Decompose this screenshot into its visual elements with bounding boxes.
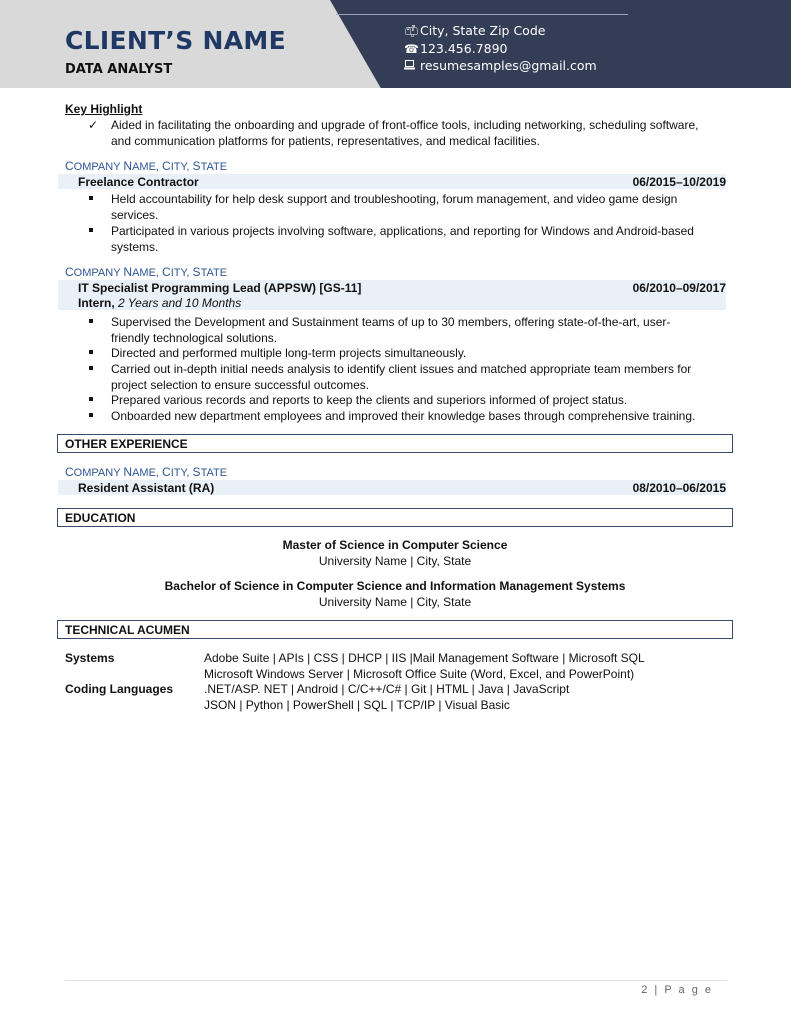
bullet-icon: [89, 319, 93, 323]
contact-email: [404, 58, 597, 73]
sub-role-duration: 2 Years and 10 Months: [118, 296, 242, 310]
tech-label: Coding Languages: [65, 682, 173, 696]
bullet-text: Onboarded new department employees and improved their knowledge bases through comprehensive training.: [111, 409, 696, 423]
client-name: CLIENT’S NAME: [65, 26, 286, 55]
bullet-text: Directed and performed multiple long-term projects simultaneously.: [111, 346, 467, 360]
job-title: IT Specialist Programming Lead (APPSW) [GS-11]: [78, 281, 362, 295]
job-dates: 08/2010–06/2015: [632, 481, 726, 495]
address-text: City, State Zip Code: [420, 23, 546, 38]
section-heading-technical-acumen: TECHNICAL ACUMEN: [57, 620, 733, 639]
footer-divider: [65, 980, 727, 981]
bullet-text: Held accountability for help desk support and troubleshooting, forum management, and video game design: [111, 192, 678, 206]
highlight-line: Aided in facilitating the onboarding and upgrade of front-office tools, including networking, scheduling software,: [111, 118, 699, 132]
tech-value: JSON | Python | PowerShell | SQL | TCP/IP | Visual Basic: [204, 698, 510, 712]
bullet-icon: [89, 397, 93, 401]
company-name: COMPANY NAME, CITY, STATE: [65, 465, 228, 479]
bullet-text: Supervised the Development and Sustainment teams of up to 30 members, offering state-of-the-art, user-: [111, 315, 671, 329]
bullet-icon: [89, 228, 93, 232]
tech-label: Systems: [65, 651, 115, 665]
header-divider: [336, 14, 628, 15]
tech-value: .NET/ASP. NET | Android | C/C++/C# | Git | HTML | Java | JavaScript: [204, 682, 570, 696]
bullet-text: services.: [111, 208, 159, 222]
sub-role: [78, 296, 241, 310]
email-text: resumesamples@gmail.com: [420, 58, 597, 73]
job-dates: 06/2015–10/2019: [632, 175, 726, 189]
checkmark-icon: ✓: [88, 118, 99, 132]
phone-text: 123.456.7890: [420, 41, 508, 56]
laptop-icon: [404, 59, 420, 73]
phone-icon: ☎: [404, 42, 419, 56]
bullet-text: project selection to ensure successful outcomes.: [111, 378, 370, 392]
job-dates: 06/2010–09/2017: [632, 281, 726, 295]
degree-title: Bachelor of Science in Computer Science and Information Management Systems: [164, 579, 626, 593]
bullet-text: friendly technological solutions.: [111, 331, 278, 345]
bullet-text: Prepared various records and reports to keep the clients and superiors informed of project status.: [111, 393, 628, 407]
degree-title: Master of Science in Computer Science: [282, 538, 508, 552]
job-role: DATA ANALYST: [65, 62, 173, 77]
sub-role-title: Intern,: [78, 296, 115, 310]
section-heading-other-experience: OTHER EXPERIENCE: [57, 434, 733, 453]
tech-value: Adobe Suite | APIs | CSS | DHCP | IIS |Mail Management Software | Microsoft SQL: [204, 651, 645, 665]
bullet-text: Participated in various projects involving software, applications, and reporting for Windows and Android-based: [111, 224, 694, 238]
bullet-icon: [89, 413, 93, 417]
company-name: COMPANY NAME, CITY, STATE: [65, 265, 228, 279]
bullet-icon: [89, 350, 93, 354]
key-highlight-title: Key Highlight: [65, 102, 143, 116]
company-name: COMPANY NAME, CITY, STATE: [65, 159, 228, 173]
section-heading-education: EDUCATION: [57, 508, 733, 527]
tech-value: Microsoft Windows Server | Microsoft Office Suite (Word, Excel, and PowerPoint): [204, 667, 635, 681]
degree-school: University Name | City, State: [318, 595, 472, 609]
mailbox-icon: 📫︎: [404, 24, 420, 38]
contact-address: [404, 23, 545, 38]
highlight-line: and communication platforms for patients, representatives, and medical facilities.: [111, 134, 540, 148]
contact-phone: [404, 41, 507, 56]
job-title: Resident Assistant (RA): [78, 481, 215, 495]
bullet-text: systems.: [111, 240, 159, 254]
bullet-icon: [89, 366, 93, 370]
page-number: 2 | P a g e: [641, 984, 713, 996]
degree-school: University Name | City, State: [318, 554, 472, 568]
bullet-icon: [89, 196, 93, 200]
bullet-text: Carried out in-depth initial needs analysis to identify client issues and matched appropriate team members for: [111, 362, 692, 376]
job-title: Freelance Contractor: [78, 175, 199, 189]
